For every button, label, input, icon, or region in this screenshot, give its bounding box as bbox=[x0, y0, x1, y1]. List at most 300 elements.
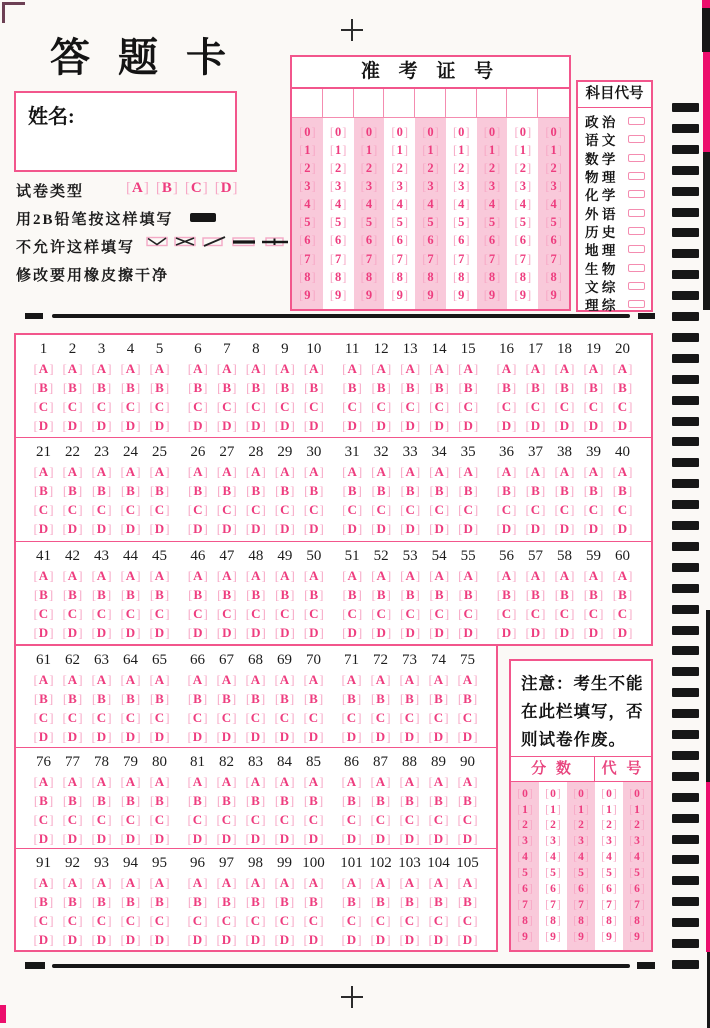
answer-bubble[interactable]: [ D ] bbox=[492, 416, 521, 435]
answer-bubble[interactable]: [ B ] bbox=[337, 892, 366, 911]
answer-bubble[interactable]: [ A ] bbox=[608, 566, 637, 585]
answer-bubble[interactable]: [ A ] bbox=[145, 670, 174, 689]
ticket-digit-bubble[interactable]: [ 8 ] bbox=[422, 271, 439, 284]
ticket-digit-bubble[interactable]: [ 8 ] bbox=[515, 271, 532, 284]
code-digit-bubble[interactable]: [ 7 ] bbox=[629, 900, 644, 912]
ticket-digit-bubble[interactable]: [ 0 ] bbox=[453, 126, 470, 139]
answer-bubble[interactable]: [ B ] bbox=[87, 892, 116, 911]
answer-bubble[interactable]: [ A ] bbox=[425, 359, 454, 378]
score-digit-bubble[interactable]: [ 6 ] bbox=[545, 884, 560, 896]
answer-bubble[interactable]: [ B ] bbox=[116, 585, 145, 604]
answer-bubble[interactable]: [ C ] bbox=[454, 500, 483, 519]
answer-bubble[interactable]: [ B ] bbox=[395, 791, 424, 810]
ticket-digit-bubble[interactable]: [ 5 ] bbox=[515, 216, 532, 229]
answer-bubble[interactable]: [ B ] bbox=[183, 689, 212, 708]
ticket-write-cell[interactable] bbox=[323, 89, 354, 117]
answer-bubble[interactable]: [ A ] bbox=[366, 772, 395, 791]
answer-bubble[interactable]: [ B ] bbox=[241, 689, 270, 708]
subject-bubble[interactable] bbox=[628, 227, 645, 235]
answer-bubble[interactable]: [ B ] bbox=[338, 378, 367, 397]
ticket-digit-bubble[interactable]: [ 2 ] bbox=[484, 162, 501, 175]
answer-bubble[interactable]: [ B ] bbox=[550, 378, 579, 397]
answer-bubble[interactable]: [ C ] bbox=[299, 604, 328, 623]
answer-bubble[interactable]: [ A ] bbox=[367, 566, 396, 585]
answer-bubble[interactable]: [ C ] bbox=[579, 500, 608, 519]
answer-bubble[interactable]: [ B ] bbox=[492, 585, 521, 604]
answer-bubble[interactable]: [ C ] bbox=[183, 500, 212, 519]
code-digit-bubble[interactable]: [ 3 ] bbox=[601, 836, 616, 848]
answer-bubble[interactable]: [ B ] bbox=[183, 892, 212, 911]
answer-bubble[interactable]: [ B ] bbox=[270, 481, 299, 500]
answer-bubble[interactable]: [ C ] bbox=[270, 708, 299, 727]
answer-bubble[interactable]: [ B ] bbox=[87, 378, 116, 397]
answer-bubble[interactable]: [ A ] bbox=[116, 359, 145, 378]
answer-bubble[interactable]: [ D ] bbox=[521, 519, 550, 538]
answer-bubble[interactable]: [ B ] bbox=[337, 791, 366, 810]
ticket-digit-bubble[interactable]: [ 3 ] bbox=[391, 180, 408, 193]
score-digit-bubble[interactable]: [ 0 ] bbox=[545, 789, 560, 801]
answer-bubble[interactable]: [ D ] bbox=[550, 416, 579, 435]
answer-bubble[interactable]: [ B ] bbox=[116, 791, 145, 810]
answer-bubble[interactable]: [ B ] bbox=[145, 892, 174, 911]
answer-bubble[interactable]: [ D ] bbox=[424, 829, 453, 848]
score-digit-bubble[interactable]: [ 7 ] bbox=[545, 900, 560, 912]
answer-bubble[interactable]: [ D ] bbox=[116, 829, 145, 848]
answer-bubble[interactable]: [ D ] bbox=[183, 930, 212, 949]
ticket-digit-bubble[interactable]: [ 1 ] bbox=[484, 144, 501, 157]
answer-bubble[interactable]: [ A ] bbox=[396, 462, 425, 481]
ticket-digit-bubble[interactable]: [ 3 ] bbox=[515, 180, 532, 193]
name-box[interactable] bbox=[14, 91, 237, 172]
answer-bubble[interactable]: [ B ] bbox=[58, 791, 87, 810]
ticket-digit-bubble[interactable]: [ 4 ] bbox=[484, 198, 501, 211]
ticket-digit-bubble[interactable]: [ 8 ] bbox=[391, 271, 408, 284]
answer-bubble[interactable]: [ D ] bbox=[58, 623, 87, 642]
answer-bubble[interactable]: [ C ] bbox=[453, 911, 482, 930]
ticket-digit-bubble[interactable]: [ 1 ] bbox=[453, 144, 470, 157]
answer-bubble[interactable]: [ B ] bbox=[116, 892, 145, 911]
answer-bubble[interactable]: [ A ] bbox=[241, 873, 270, 892]
ticket-digit-bubble[interactable]: [ 1 ] bbox=[330, 144, 347, 157]
answer-bubble[interactable]: [ A ] bbox=[145, 873, 174, 892]
answer-bubble[interactable]: [ D ] bbox=[367, 416, 396, 435]
ticket-digit-bubble[interactable]: [ 4 ] bbox=[515, 198, 532, 211]
ticket-digit-bubble[interactable]: [ 6 ] bbox=[330, 234, 347, 247]
ticket-digit-bubble[interactable]: [ 6 ] bbox=[422, 234, 439, 247]
code-digit-bubble[interactable]: [ 0 ] bbox=[629, 789, 644, 801]
answer-bubble[interactable]: [ D ] bbox=[396, 623, 425, 642]
answer-bubble[interactable]: [ A ] bbox=[212, 359, 241, 378]
answer-bubble[interactable]: [ C ] bbox=[87, 604, 116, 623]
ticket-digit-bubble[interactable]: [ 3 ] bbox=[484, 180, 501, 193]
answer-bubble[interactable]: [ B ] bbox=[521, 378, 550, 397]
answer-bubble[interactable]: [ C ] bbox=[116, 397, 145, 416]
answer-bubble[interactable]: [ A ] bbox=[116, 566, 145, 585]
answer-bubble[interactable]: [ B ] bbox=[424, 791, 453, 810]
answer-bubble[interactable]: [ A ] bbox=[270, 566, 299, 585]
code-digit-bubble[interactable]: [ 1 ] bbox=[601, 805, 616, 817]
answer-bubble[interactable]: [ C ] bbox=[270, 500, 299, 519]
answer-bubble[interactable]: [ C ] bbox=[29, 397, 58, 416]
answer-bubble[interactable]: [ B ] bbox=[299, 585, 328, 604]
ticket-digit-bubble[interactable]: [ 4 ] bbox=[330, 198, 347, 211]
answer-bubble[interactable]: [ B ] bbox=[183, 378, 212, 397]
answer-bubble[interactable]: [ D ] bbox=[492, 519, 521, 538]
answer-bubble[interactable]: [ B ] bbox=[550, 481, 579, 500]
answer-bubble[interactable]: [ B ] bbox=[270, 378, 299, 397]
answer-bubble[interactable]: [ D ] bbox=[521, 623, 550, 642]
ticket-digit-bubble[interactable]: [ 4 ] bbox=[391, 198, 408, 211]
ticket-digit-bubble[interactable]: [ 5 ] bbox=[453, 216, 470, 229]
answer-bubble[interactable]: [ B ] bbox=[29, 481, 58, 500]
ticket-digit-bubble[interactable]: [ 9 ] bbox=[330, 289, 347, 302]
ticket-digit-bubble[interactable]: [ 2 ] bbox=[330, 162, 347, 175]
answer-bubble[interactable]: [ D ] bbox=[58, 519, 87, 538]
subject-bubble[interactable] bbox=[628, 209, 645, 217]
answer-bubble[interactable]: [ D ] bbox=[299, 727, 328, 746]
answer-bubble[interactable]: [ A ] bbox=[270, 359, 299, 378]
answer-bubble[interactable]: [ B ] bbox=[87, 585, 116, 604]
answer-bubble[interactable]: [ A ] bbox=[116, 873, 145, 892]
ticket-digit-bubble[interactable]: [ 2 ] bbox=[453, 162, 470, 175]
answer-bubble[interactable]: [ D ] bbox=[366, 727, 395, 746]
answer-bubble[interactable]: [ D ] bbox=[241, 727, 270, 746]
ticket-digit-bubble[interactable]: [ 7 ] bbox=[453, 253, 470, 266]
answer-bubble[interactable]: [ C ] bbox=[29, 500, 58, 519]
ticket-digit-bubble[interactable]: [ 7 ] bbox=[330, 253, 347, 266]
ticket-digit-bubble[interactable]: [ 0 ] bbox=[330, 126, 347, 139]
answer-bubble[interactable]: [ D ] bbox=[270, 519, 299, 538]
answer-bubble[interactable]: [ A ] bbox=[116, 462, 145, 481]
answer-bubble[interactable]: [ A ] bbox=[299, 359, 328, 378]
answer-bubble[interactable]: [ D ] bbox=[87, 623, 116, 642]
answer-bubble[interactable]: [ A ] bbox=[183, 772, 212, 791]
answer-bubble[interactable]: [ A ] bbox=[87, 462, 116, 481]
ticket-digit-bubble[interactable]: [ 4 ] bbox=[422, 198, 439, 211]
answer-bubble[interactable]: [ D ] bbox=[453, 829, 482, 848]
answer-bubble[interactable]: [ C ] bbox=[183, 708, 212, 727]
answer-bubble[interactable]: [ C ] bbox=[270, 810, 299, 829]
answer-bubble[interactable]: [ B ] bbox=[270, 892, 299, 911]
ticket-digit-bubble[interactable]: [ 6 ] bbox=[545, 234, 562, 247]
ticket-digit-bubble[interactable]: [ 0 ] bbox=[422, 126, 439, 139]
answer-bubble[interactable]: [ D ] bbox=[270, 829, 299, 848]
score-digit-bubble[interactable]: [ 2 ] bbox=[545, 820, 560, 832]
answer-bubble[interactable]: [ B ] bbox=[145, 791, 174, 810]
answer-bubble[interactable]: [ A ] bbox=[453, 670, 482, 689]
answer-bubble[interactable]: [ D ] bbox=[212, 930, 241, 949]
score-digit-bubble[interactable]: [ 0 ] bbox=[517, 789, 532, 801]
answer-bubble[interactable]: [ C ] bbox=[338, 604, 367, 623]
answer-bubble[interactable]: [ A ] bbox=[608, 462, 637, 481]
answer-bubble[interactable]: [ A ] bbox=[425, 462, 454, 481]
answer-bubble[interactable]: [ C ] bbox=[425, 500, 454, 519]
answer-bubble[interactable]: [ C ] bbox=[608, 397, 637, 416]
answer-bubble[interactable]: [ D ] bbox=[87, 727, 116, 746]
ticket-digit-bubble[interactable]: [ 9 ] bbox=[515, 289, 532, 302]
answer-bubble[interactable]: [ A ] bbox=[58, 359, 87, 378]
subject-bubble[interactable] bbox=[628, 190, 645, 198]
answer-bubble[interactable]: [ B ] bbox=[608, 585, 637, 604]
answer-bubble[interactable]: [ D ] bbox=[116, 930, 145, 949]
answer-bubble[interactable]: [ C ] bbox=[58, 397, 87, 416]
answer-bubble[interactable]: [ A ] bbox=[395, 873, 424, 892]
ticket-digit-bubble[interactable]: [ 5 ] bbox=[422, 216, 439, 229]
answer-bubble[interactable]: [ C ] bbox=[396, 397, 425, 416]
ticket-digit-bubble[interactable]: [ 2 ] bbox=[299, 162, 316, 175]
answer-bubble[interactable]: [ D ] bbox=[29, 416, 58, 435]
answer-bubble[interactable]: [ B ] bbox=[366, 892, 395, 911]
answer-bubble[interactable]: [ C ] bbox=[608, 500, 637, 519]
answer-bubble[interactable]: [ A ] bbox=[183, 359, 212, 378]
code-digit-bubble[interactable]: [ 9 ] bbox=[629, 932, 644, 944]
answer-bubble[interactable]: [ A ] bbox=[58, 566, 87, 585]
answer-bubble[interactable]: [ A ] bbox=[270, 772, 299, 791]
subject-bubble[interactable] bbox=[628, 117, 645, 125]
answer-bubble[interactable]: [ B ] bbox=[492, 378, 521, 397]
answer-bubble[interactable]: [ A ] bbox=[396, 566, 425, 585]
ticket-digit-bubble[interactable]: [ 0 ] bbox=[299, 126, 316, 139]
ticket-digit-bubble[interactable]: [ 7 ] bbox=[484, 253, 501, 266]
ticket-digit-bubble[interactable]: [ 5 ] bbox=[391, 216, 408, 229]
answer-bubble[interactable]: [ B ] bbox=[145, 378, 174, 397]
answer-bubble[interactable]: [ B ] bbox=[270, 689, 299, 708]
answer-bubble[interactable]: [ D ] bbox=[492, 623, 521, 642]
ticket-digit-bubble[interactable]: [ 9 ] bbox=[391, 289, 408, 302]
answer-bubble[interactable]: [ D ] bbox=[425, 623, 454, 642]
score-digit-bubble[interactable]: [ 5 ] bbox=[517, 868, 532, 880]
answer-bubble[interactable]: [ D ] bbox=[454, 416, 483, 435]
answer-bubble[interactable]: [ A ] bbox=[338, 566, 367, 585]
ticket-digit-bubble[interactable]: [ 7 ] bbox=[545, 253, 562, 266]
answer-bubble[interactable]: [ C ] bbox=[453, 708, 482, 727]
ticket-digit-bubble[interactable]: [ 8 ] bbox=[484, 271, 501, 284]
answer-bubble[interactable]: [ A ] bbox=[367, 359, 396, 378]
ticket-digit-bubble[interactable]: [ 9 ] bbox=[299, 289, 316, 302]
answer-bubble[interactable]: [ A ] bbox=[454, 462, 483, 481]
answer-bubble[interactable]: [ D ] bbox=[579, 623, 608, 642]
ticket-digit-bubble[interactable]: [ 1 ] bbox=[422, 144, 439, 157]
answer-bubble[interactable]: [ B ] bbox=[212, 791, 241, 810]
answer-bubble[interactable]: [ C ] bbox=[87, 911, 116, 930]
ticket-digit-bubble[interactable]: [ 3 ] bbox=[453, 180, 470, 193]
answer-bubble[interactable]: [ D ] bbox=[212, 416, 241, 435]
ticket-digit-bubble[interactable]: [ 9 ] bbox=[484, 289, 501, 302]
code-digit-bubble[interactable]: [ 9 ] bbox=[601, 932, 616, 944]
answer-bubble[interactable]: [ B ] bbox=[396, 481, 425, 500]
code-digit-bubble[interactable]: [ 1 ] bbox=[629, 805, 644, 817]
answer-bubble[interactable]: [ D ] bbox=[270, 416, 299, 435]
score-digit-bubble[interactable]: [ 1 ] bbox=[573, 805, 588, 817]
answer-bubble[interactable]: [ C ] bbox=[299, 708, 328, 727]
ticket-digit-bubble[interactable]: [ 0 ] bbox=[545, 126, 562, 139]
answer-bubble[interactable]: [ D ] bbox=[212, 623, 241, 642]
answer-bubble[interactable]: [ D ] bbox=[29, 829, 58, 848]
score-digit-bubble[interactable]: [ 6 ] bbox=[573, 884, 588, 896]
answer-bubble[interactable]: [ C ] bbox=[212, 708, 241, 727]
answer-bubble[interactable]: [ A ] bbox=[395, 670, 424, 689]
ticket-digit-bubble[interactable]: [ 0 ] bbox=[484, 126, 501, 139]
answer-bubble[interactable]: [ B ] bbox=[116, 689, 145, 708]
answer-bubble[interactable]: [ C ] bbox=[424, 911, 453, 930]
answer-bubble[interactable]: [ B ] bbox=[366, 791, 395, 810]
answer-bubble[interactable]: [ D ] bbox=[58, 829, 87, 848]
answer-bubble[interactable]: [ C ] bbox=[338, 397, 367, 416]
answer-bubble[interactable]: [ B ] bbox=[145, 481, 174, 500]
answer-bubble[interactable]: [ A ] bbox=[453, 772, 482, 791]
subject-bubble[interactable] bbox=[628, 282, 645, 290]
answer-bubble[interactable]: [ C ] bbox=[212, 810, 241, 829]
answer-bubble[interactable]: [ C ] bbox=[116, 500, 145, 519]
ticket-digit-bubble[interactable]: [ 0 ] bbox=[515, 126, 532, 139]
answer-bubble[interactable]: [ D ] bbox=[454, 519, 483, 538]
code-digit-bubble[interactable]: [ 2 ] bbox=[629, 820, 644, 832]
answer-bubble[interactable]: [ A ] bbox=[29, 670, 58, 689]
answer-bubble[interactable]: [ B ] bbox=[579, 481, 608, 500]
answer-bubble[interactable]: [ C ] bbox=[367, 397, 396, 416]
answer-bubble[interactable]: [ C ] bbox=[183, 810, 212, 829]
score-digit-bubble[interactable]: [ 9 ] bbox=[545, 932, 560, 944]
answer-bubble[interactable]: [ C ] bbox=[241, 604, 270, 623]
ticket-digit-bubble[interactable]: [ 0 ] bbox=[361, 126, 378, 139]
ticket-digit-bubble[interactable]: [ 4 ] bbox=[299, 198, 316, 211]
answer-bubble[interactable]: [ A ] bbox=[241, 359, 270, 378]
code-digit-bubble[interactable]: [ 8 ] bbox=[601, 916, 616, 928]
ticket-digit-bubble[interactable]: [ 6 ] bbox=[299, 234, 316, 247]
score-digit-bubble[interactable]: [ 3 ] bbox=[545, 836, 560, 848]
answer-bubble[interactable]: [ D ] bbox=[87, 519, 116, 538]
answer-bubble[interactable]: [ B ] bbox=[212, 892, 241, 911]
answer-bubble[interactable]: [ A ] bbox=[366, 670, 395, 689]
answer-bubble[interactable]: [ B ] bbox=[299, 378, 328, 397]
answer-bubble[interactable]: [ C ] bbox=[492, 604, 521, 623]
answer-bubble[interactable]: [ B ] bbox=[367, 585, 396, 604]
answer-bubble[interactable]: [ A ] bbox=[396, 359, 425, 378]
answer-bubble[interactable]: [ D ] bbox=[396, 416, 425, 435]
ticket-write-cell[interactable] bbox=[292, 89, 323, 117]
answer-bubble[interactable]: [ B ] bbox=[425, 481, 454, 500]
answer-bubble[interactable]: [ C ] bbox=[579, 397, 608, 416]
answer-bubble[interactable]: [ C ] bbox=[550, 604, 579, 623]
answer-bubble[interactable]: [ D ] bbox=[29, 519, 58, 538]
answer-bubble[interactable]: [ D ] bbox=[424, 930, 453, 949]
answer-bubble[interactable]: [ A ] bbox=[492, 566, 521, 585]
answer-bubble[interactable]: [ D ] bbox=[425, 416, 454, 435]
answer-bubble[interactable]: [ C ] bbox=[241, 911, 270, 930]
answer-bubble[interactable]: [ B ] bbox=[337, 689, 366, 708]
score-digit-bubble[interactable]: [ 7 ] bbox=[573, 900, 588, 912]
answer-bubble[interactable]: [ C ] bbox=[521, 604, 550, 623]
answer-bubble[interactable]: [ C ] bbox=[241, 397, 270, 416]
answer-bubble[interactable]: [ C ] bbox=[396, 500, 425, 519]
subject-bubble[interactable] bbox=[628, 172, 645, 180]
answer-bubble[interactable]: [ C ] bbox=[270, 604, 299, 623]
answer-bubble[interactable]: [ C ] bbox=[29, 911, 58, 930]
code-digit-bubble[interactable]: [ 2 ] bbox=[601, 820, 616, 832]
answer-bubble[interactable]: [ A ] bbox=[424, 873, 453, 892]
answer-bubble[interactable]: [ A ] bbox=[299, 462, 328, 481]
answer-bubble[interactable]: [ B ] bbox=[212, 378, 241, 397]
answer-bubble[interactable]: [ D ] bbox=[145, 930, 174, 949]
answer-bubble[interactable]: [ A ] bbox=[183, 873, 212, 892]
answer-bubble[interactable]: [ A ] bbox=[87, 566, 116, 585]
score-digit-bubble[interactable]: [ 5 ] bbox=[545, 868, 560, 880]
answer-bubble[interactable]: [ D ] bbox=[58, 930, 87, 949]
answer-bubble[interactable]: [ B ] bbox=[425, 378, 454, 397]
answer-bubble[interactable]: [ C ] bbox=[58, 911, 87, 930]
paper-type-bubble[interactable]: [ C ] bbox=[185, 179, 208, 198]
answer-bubble[interactable]: [ B ] bbox=[87, 481, 116, 500]
ticket-write-cell[interactable] bbox=[477, 89, 508, 117]
ticket-digit-bubble[interactable]: [ 8 ] bbox=[361, 271, 378, 284]
answer-bubble[interactable]: [ B ] bbox=[87, 791, 116, 810]
answer-bubble[interactable]: [ D ] bbox=[299, 519, 328, 538]
ticket-digit-bubble[interactable]: [ 7 ] bbox=[391, 253, 408, 266]
ticket-digit-bubble[interactable]: [ 2 ] bbox=[545, 162, 562, 175]
answer-bubble[interactable]: [ D ] bbox=[366, 829, 395, 848]
answer-bubble[interactable]: [ B ] bbox=[550, 585, 579, 604]
answer-bubble[interactable]: [ C ] bbox=[366, 708, 395, 727]
answer-bubble[interactable]: [ C ] bbox=[338, 500, 367, 519]
answer-bubble[interactable]: [ B ] bbox=[212, 585, 241, 604]
subject-bubble[interactable] bbox=[628, 245, 645, 253]
answer-bubble[interactable]: [ C ] bbox=[396, 604, 425, 623]
answer-bubble[interactable]: [ D ] bbox=[241, 930, 270, 949]
answer-bubble[interactable]: [ D ] bbox=[87, 416, 116, 435]
answer-bubble[interactable]: [ C ] bbox=[212, 500, 241, 519]
answer-bubble[interactable]: [ B ] bbox=[58, 481, 87, 500]
ticket-digit-bubble[interactable]: [ 8 ] bbox=[453, 271, 470, 284]
answer-bubble[interactable]: [ D ] bbox=[299, 623, 328, 642]
answer-bubble[interactable]: [ B ] bbox=[29, 689, 58, 708]
answer-bubble[interactable]: [ C ] bbox=[521, 397, 550, 416]
ticket-write-cell[interactable] bbox=[538, 89, 569, 117]
answer-bubble[interactable]: [ B ] bbox=[183, 481, 212, 500]
answer-bubble[interactable]: [ A ] bbox=[579, 359, 608, 378]
answer-bubble[interactable]: [ A ] bbox=[183, 462, 212, 481]
ticket-digit-bubble[interactable]: [ 5 ] bbox=[330, 216, 347, 229]
answer-bubble[interactable]: [ C ] bbox=[521, 500, 550, 519]
answer-bubble[interactable]: [ B ] bbox=[270, 791, 299, 810]
ticket-digit-bubble[interactable]: [ 2 ] bbox=[422, 162, 439, 175]
score-digit-bubble[interactable]: [ 8 ] bbox=[517, 916, 532, 928]
answer-bubble[interactable]: [ D ] bbox=[395, 930, 424, 949]
answer-bubble[interactable]: [ C ] bbox=[608, 604, 637, 623]
answer-bubble[interactable]: [ A ] bbox=[492, 359, 521, 378]
answer-bubble[interactable]: [ C ] bbox=[145, 604, 174, 623]
answer-bubble[interactable]: [ C ] bbox=[87, 500, 116, 519]
answer-bubble[interactable]: [ C ] bbox=[183, 604, 212, 623]
answer-bubble[interactable]: [ D ] bbox=[366, 930, 395, 949]
answer-bubble[interactable]: [ A ] bbox=[58, 670, 87, 689]
answer-bubble[interactable]: [ B ] bbox=[367, 481, 396, 500]
answer-bubble[interactable]: [ C ] bbox=[366, 911, 395, 930]
answer-bubble[interactable]: [ C ] bbox=[367, 500, 396, 519]
ticket-digit-bubble[interactable]: [ 1 ] bbox=[391, 144, 408, 157]
ticket-digit-bubble[interactable]: [ 2 ] bbox=[361, 162, 378, 175]
answer-bubble[interactable]: [ B ] bbox=[241, 892, 270, 911]
answer-bubble[interactable]: [ B ] bbox=[453, 689, 482, 708]
ticket-digit-bubble[interactable]: [ 4 ] bbox=[361, 198, 378, 211]
ticket-digit-bubble[interactable]: [ 1 ] bbox=[299, 144, 316, 157]
answer-bubble[interactable]: [ C ] bbox=[424, 708, 453, 727]
code-digit-bubble[interactable]: [ 4 ] bbox=[629, 852, 644, 864]
subject-bubble[interactable] bbox=[628, 264, 645, 272]
answer-bubble[interactable]: [ A ] bbox=[145, 359, 174, 378]
answer-bubble[interactable]: [ D ] bbox=[521, 416, 550, 435]
answer-bubble[interactable]: [ D ] bbox=[183, 623, 212, 642]
answer-bubble[interactable]: [ B ] bbox=[29, 791, 58, 810]
